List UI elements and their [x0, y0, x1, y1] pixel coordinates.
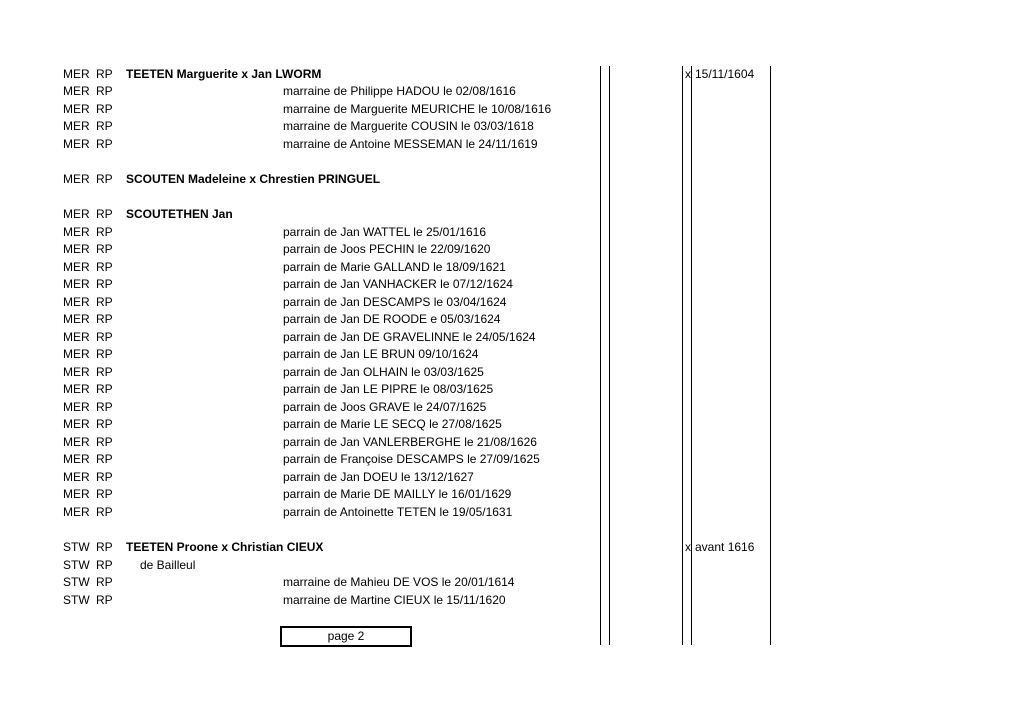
record-row: [0, 171, 1024, 188]
parish-code: MER: [63, 67, 90, 81]
parish-code: MER: [63, 260, 90, 274]
record-detail: marraine de Mahieu DE VOS le 20/01/1614: [283, 575, 515, 589]
record-detail: parrain de Jan DE GRAVELINNE le 24/05/1624: [283, 330, 536, 344]
record-detail: parrain de Jan VANHACKER le 07/12/1624: [283, 277, 513, 291]
record-row: [0, 399, 1024, 416]
record-detail: parrain de Jan OLHAIN le 03/03/1625: [283, 365, 484, 379]
record-type: RP: [96, 558, 113, 572]
parish-code: MER: [63, 312, 90, 326]
column-rule: [770, 66, 771, 645]
parish-code: MER: [63, 137, 90, 151]
record-type: RP: [96, 242, 113, 256]
record-type: RP: [96, 593, 113, 607]
column-rule: [600, 66, 601, 645]
record-type: RP: [96, 102, 113, 116]
record-type: RP: [96, 330, 113, 344]
person-name: TEETEN Proone x Christian CIEUX: [126, 540, 324, 554]
record-detail: parrain de Jan DESCAMPS le 03/04/1624: [283, 295, 507, 309]
record-row: [0, 469, 1024, 486]
record-row: [0, 557, 1024, 574]
person-name: TEETEN Marguerite x Jan LWORM: [126, 67, 322, 81]
record-row: [0, 83, 1024, 100]
column-rule: [691, 66, 692, 645]
parish-code: MER: [63, 470, 90, 484]
record-row: [0, 241, 1024, 258]
record-type: RP: [96, 505, 113, 519]
record-row: [0, 504, 1024, 521]
parish-code: MER: [63, 277, 90, 291]
person-name: SCOUTEN Madeleine x Chrestien PRINGUEL: [126, 172, 381, 186]
record-type: RP: [96, 225, 113, 239]
record-type: RP: [96, 277, 113, 291]
parish-code: MER: [63, 487, 90, 501]
parish-code: STW: [63, 575, 90, 589]
record-row: [0, 66, 1024, 83]
record-type: RP: [96, 575, 113, 589]
record-row: [0, 136, 1024, 153]
record-type: RP: [96, 382, 113, 396]
record-type: RP: [96, 470, 113, 484]
parish-code: STW: [63, 593, 90, 607]
record-detail: parrain de Marie LE SECQ le 27/08/1625: [283, 417, 502, 431]
parish-code: STW: [63, 540, 90, 554]
record-type: RP: [96, 84, 113, 98]
record-type: RP: [96, 435, 113, 449]
column-rule: [609, 66, 610, 645]
record-detail: marraine de Martine CIEUX le 15/11/1620: [283, 593, 506, 607]
record-row: [0, 118, 1024, 135]
record-row: [0, 574, 1024, 591]
parish-code: MER: [63, 417, 90, 431]
record-type: RP: [96, 172, 113, 186]
record-type: RP: [96, 312, 113, 326]
record-detail: marraine de Marguerite COUSIN le 03/03/1618: [283, 119, 534, 133]
record-row: [0, 276, 1024, 293]
record-type: RP: [96, 417, 113, 431]
parish-code: MER: [63, 505, 90, 519]
parish-code: MER: [63, 347, 90, 361]
parish-code: MER: [63, 225, 90, 239]
record-detail: marraine de Antoine MESSEMAN le 24/11/1619: [283, 137, 538, 151]
record-note: de Bailleul: [140, 558, 196, 572]
record-detail: parrain de Jan WATTEL le 25/01/1616: [283, 225, 487, 239]
record-type: RP: [96, 137, 113, 151]
record-row: [0, 311, 1024, 328]
parish-code: MER: [63, 119, 90, 133]
record-detail: parrain de Jan DE ROODE e 05/03/1624: [283, 312, 501, 326]
record-type: RP: [96, 365, 113, 379]
record-row: [0, 101, 1024, 118]
record-type: RP: [96, 119, 113, 133]
parish-code: MER: [63, 84, 90, 98]
parish-code: MER: [63, 295, 90, 309]
record-row: [0, 434, 1024, 451]
marriage-marker: x: [685, 540, 691, 554]
record-type: RP: [96, 207, 113, 221]
record-row: [0, 206, 1024, 223]
parish-code: MER: [63, 330, 90, 344]
record-row: [0, 329, 1024, 346]
page-number-label: page 2: [327, 629, 365, 643]
record-type: RP: [96, 260, 113, 274]
record-detail: parrain de Françoise DESCAMPS le 27/09/1625: [283, 452, 540, 466]
column-rule: [682, 66, 683, 645]
record-detail: parrain de Marie GALLAND le 18/09/1621: [283, 260, 506, 274]
parish-code: MER: [63, 365, 90, 379]
record-type: RP: [96, 400, 113, 414]
record-detail: parrain de Marie DE MAILLY le 16/01/1629: [283, 487, 512, 501]
record-date: 15/11/1604: [695, 67, 755, 81]
parish-code: MER: [63, 400, 90, 414]
record-row: [0, 364, 1024, 381]
parish-code: MER: [63, 452, 90, 466]
parish-code: MER: [63, 172, 90, 186]
record-row: [0, 592, 1024, 609]
record-type: RP: [96, 540, 113, 554]
record-type: RP: [96, 67, 113, 81]
parish-code: STW: [63, 558, 90, 572]
record-row: [0, 381, 1024, 398]
person-name: SCOUTETHEN Jan: [126, 207, 233, 221]
parish-code: MER: [63, 435, 90, 449]
record-type: RP: [96, 487, 113, 501]
record-row: [0, 451, 1024, 468]
record-detail: parrain de Joos PECHIN le 22/09/1620: [283, 242, 491, 256]
record-detail: marraine de Philippe HADOU le 02/08/1616: [283, 84, 516, 98]
record-row: [0, 486, 1024, 503]
record-row: [0, 224, 1024, 241]
parish-code: MER: [63, 102, 90, 116]
record-row: [0, 259, 1024, 276]
record-detail: parrain de Joos GRAVE le 24/07/1625: [283, 400, 487, 414]
record-type: RP: [96, 347, 113, 361]
record-type: RP: [96, 295, 113, 309]
record-detail: marraine de Marguerite MEURICHE le 10/08/1616: [283, 102, 552, 116]
parish-code: MER: [63, 207, 90, 221]
record-date: avant 1616: [695, 540, 755, 554]
record-detail: parrain de Jan LE PIPRE le 08/03/1625: [283, 382, 494, 396]
parish-code: MER: [63, 242, 90, 256]
record-row: [0, 416, 1024, 433]
parish-code: MER: [63, 382, 90, 396]
record-detail: parrain de Jan DOEU le 13/12/1627: [283, 470, 474, 484]
record-detail: parrain de Jan LE BRUN 09/10/1624: [283, 347, 479, 361]
record-row: [0, 346, 1024, 363]
record-detail: parrain de Jan VANLERBERGHE le 21/08/1626: [283, 435, 537, 449]
record-row: [0, 539, 1024, 556]
record-detail: parrain de Antoinette TETEN le 19/05/1631: [283, 505, 513, 519]
record-type: RP: [96, 452, 113, 466]
marriage-marker: x: [685, 67, 691, 81]
page-number-box: [280, 626, 412, 647]
record-row: [0, 294, 1024, 311]
